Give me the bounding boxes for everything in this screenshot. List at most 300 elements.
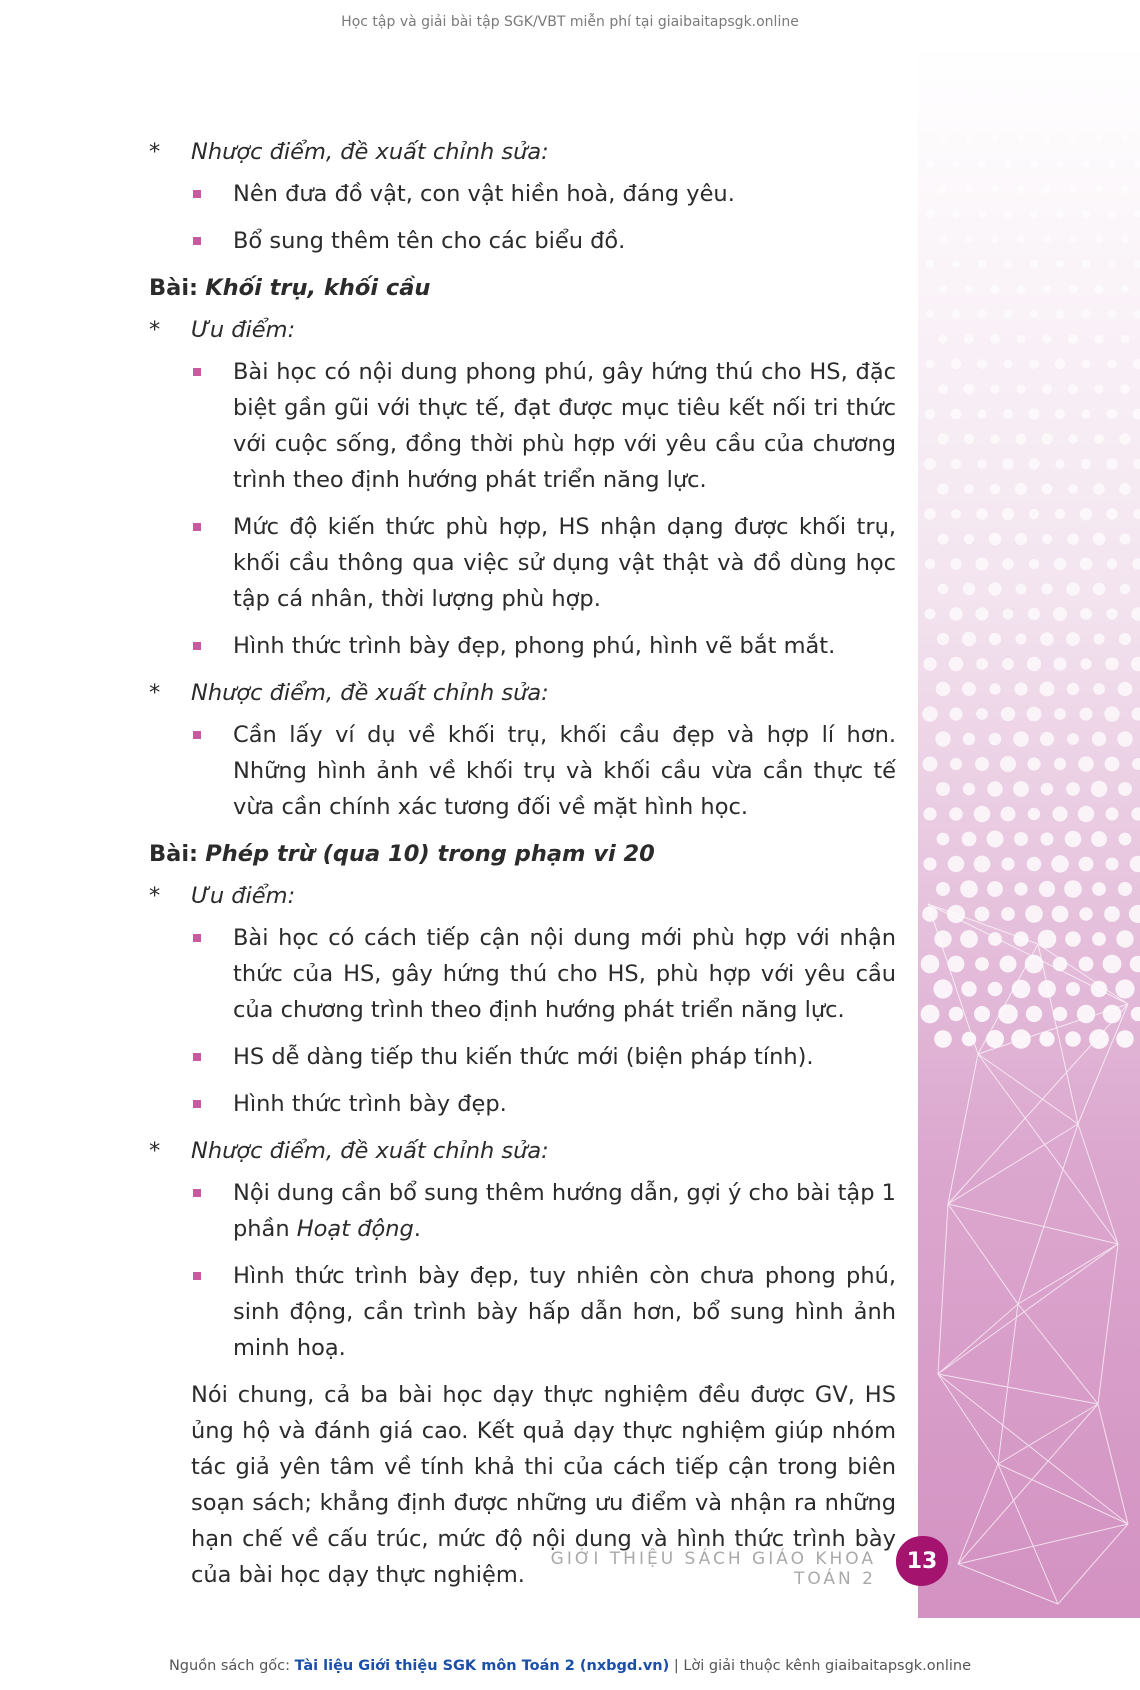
list-item-text: Nội dung cần bổ sung thêm hướng dẫn, gợi ý cho bài tập 1 phần (233, 1180, 896, 1242)
bottom-source-note (0, 1658, 1140, 1674)
halftone-dot (922, 706, 937, 721)
halftone-dot (1094, 434, 1104, 444)
strength-heading (149, 312, 896, 348)
halftone-dot (1104, 706, 1119, 721)
halftone-dot (974, 1006, 990, 1022)
halftone-dot (924, 858, 937, 871)
halftone-dot (1031, 111, 1038, 118)
halftone-dot (977, 309, 987, 319)
list-item-text: Bài học có nội dung phong phú, gây hứng thú cho HS, đặc biệt gần gũi với thực tế, đạt được mục tiêu kết nối tri thức với cuộc sống, đồng thời phù hợp với yêu cầu của chương trình theo định hướng phát triển năng lực. (233, 359, 896, 493)
top-source-note: Học tập và giải bài tập SGK/VBT miễn phí tại giaibaitapsgk.online (341, 14, 799, 30)
halftone-dot (1067, 683, 1079, 695)
list-item (149, 176, 896, 212)
halftone-dot (1067, 533, 1079, 545)
halftone-dot (1017, 385, 1026, 394)
halftone-dot (1002, 508, 1014, 520)
halftone-dot (1065, 831, 1082, 848)
halftone-dot (1018, 136, 1025, 143)
halftone-dot (950, 758, 962, 770)
halftone-dot (1082, 210, 1090, 218)
halftone-dot (962, 632, 976, 646)
halftone-dot (937, 483, 949, 495)
halftone-dot (925, 609, 936, 620)
halftone-dot (1081, 459, 1092, 470)
list-item (149, 1258, 896, 1366)
halftone-dot (977, 359, 987, 369)
halftone-dot (1083, 61, 1089, 67)
halftone-dot (1043, 135, 1050, 142)
halftone-dot (938, 584, 949, 595)
halftone-dot (924, 458, 936, 470)
halftone-dot (1043, 285, 1051, 293)
halftone-dot (975, 957, 989, 971)
halftone-dot (952, 160, 960, 168)
halftone-dot (1041, 783, 1054, 796)
halftone-dot (964, 384, 975, 395)
halftone-dot (992, 86, 999, 93)
halftone-dot (1108, 210, 1116, 218)
halftone-dot (1122, 86, 1128, 92)
square-bullet-icon (193, 368, 201, 376)
halftone-dot (1119, 433, 1130, 444)
halftone-dot (952, 260, 960, 268)
halftone-dot (1081, 409, 1090, 418)
halftone-dot (1116, 1030, 1134, 1048)
list-item-text: Cần lấy ví dụ về khối trụ, khối cầu đẹp và hợp lí hơn. Những hình ảnh về khối trụ và khối cầu vừa cần thực tế vừa cần chính xác tương đối về mặt hình học. (233, 722, 896, 820)
halftone-dot (974, 806, 991, 823)
halftone-dot (1103, 955, 1122, 974)
halftone-dot (990, 484, 1001, 495)
halftone-dot (977, 459, 987, 469)
halftone-dot (1055, 509, 1065, 519)
halftone-dot (1064, 880, 1082, 898)
halftone-dot (926, 160, 934, 168)
halftone-dot (949, 1007, 964, 1022)
asterisk: * (149, 883, 161, 909)
halftone-dot (965, 185, 973, 193)
halftone-dot (1079, 957, 1094, 972)
list-item (149, 1039, 896, 1075)
halftone-dot (1092, 732, 1106, 746)
halftone-dot (1093, 583, 1105, 595)
halftone-dot (1015, 483, 1027, 495)
square-bullet-icon (193, 523, 201, 531)
halftone-dot (1017, 335, 1026, 344)
halftone-dot (990, 334, 1000, 344)
halftone-dot (1011, 1029, 1031, 1049)
halftone-dot (1029, 509, 1039, 519)
halftone-dot (1082, 360, 1091, 369)
halftone-dot (1096, 86, 1102, 92)
halftone-dot (1027, 757, 1040, 770)
halftone-dot (1055, 309, 1065, 319)
halftone-dot (988, 932, 1002, 946)
halftone-dot (991, 235, 999, 243)
halftone-dot (1004, 260, 1013, 269)
square-bullet-icon (193, 731, 201, 739)
halftone-dot (1091, 831, 1107, 847)
halftone-dot (950, 558, 961, 569)
halftone-dot (936, 682, 951, 697)
halftone-dot (1079, 857, 1094, 872)
halftone-dot (1120, 584, 1131, 595)
halftone-dot (998, 1004, 1018, 1024)
halftone-dot (952, 310, 961, 319)
halftone-dot (1039, 1031, 1054, 1046)
halftone-dot (1068, 334, 1078, 344)
halftone-dot (1117, 731, 1132, 746)
halftone-dot (951, 359, 961, 369)
halftone-dot (951, 459, 961, 469)
halftone-dot (923, 757, 938, 772)
halftone-dot (1031, 61, 1037, 67)
halftone-dot (1080, 508, 1092, 520)
halftone-dot (1066, 582, 1080, 596)
halftone-dot (1001, 807, 1016, 822)
weakness-heading (149, 134, 896, 170)
halftone-dot (1082, 260, 1091, 269)
halftone-dot (1068, 484, 1078, 494)
halftone-dot (951, 509, 961, 519)
main-text (149, 128, 896, 1593)
halftone-dot (1044, 86, 1050, 92)
halftone-dot (961, 981, 976, 996)
decorative-side-pattern (918, 44, 1140, 1618)
lesson-heading (149, 270, 896, 306)
halftone-dot (992, 136, 999, 143)
halftone-dot (1042, 534, 1052, 544)
halftone-dot (1051, 855, 1068, 872)
halftone-dot (1115, 979, 1134, 998)
halftone-dot (962, 682, 976, 696)
halftone-dot (1025, 905, 1043, 923)
halftone-dot (927, 61, 933, 67)
halftone-dot (952, 210, 960, 218)
lesson-heading (149, 836, 896, 872)
halftone-dot (974, 856, 991, 873)
halftone-dot (1121, 335, 1130, 344)
halftone-dot (1055, 359, 1065, 369)
halftone-dot (1005, 61, 1011, 67)
halftone-dot (1002, 558, 1014, 570)
halftone-dot (1089, 1029, 1109, 1049)
halftone-dot (1012, 980, 1031, 999)
halftone-dot (1052, 906, 1069, 923)
halftone-dot (960, 930, 978, 948)
halftone-dot (1083, 161, 1090, 168)
halftone-dot (990, 384, 999, 393)
halftone-dot (1028, 408, 1039, 419)
section-label: Nhược điểm, đề xuất chỉnh sửa: (191, 1138, 549, 1164)
halftone-dot (964, 484, 974, 494)
halftone-dot (960, 880, 978, 898)
list-item (149, 628, 896, 664)
halftone-dot (964, 334, 974, 344)
halftone-dot (1028, 608, 1040, 620)
halftone-dot (940, 86, 946, 92)
halftone-dot (1069, 235, 1077, 243)
halftone-dot (990, 284, 999, 293)
list-item-text: Bài học có cách tiếp cận nội dung mới phù hợp với nhận thức của HS, gây hứng thú cho HS, phù hợp với yêu cầu của chương trình theo định hướng phát triển năng lực. (233, 925, 896, 1023)
halftone-dot (1002, 458, 1014, 470)
lesson-title: Phép trừ (qua 10) trong phạm vi 20 (205, 841, 655, 867)
halftone-dot (1066, 982, 1080, 996)
halftone-dot (1094, 284, 1103, 293)
halftone-dot (1030, 310, 1038, 318)
halftone-dot (936, 882, 950, 896)
halftone-dot (1054, 708, 1066, 720)
halftone-dot (1081, 309, 1090, 318)
halftone-dot (975, 557, 988, 570)
halftone-dot (991, 185, 998, 192)
halftone-dot (1015, 533, 1027, 545)
section-label: Nhược điểm, đề xuất chỉnh sửa: (191, 680, 549, 706)
halftone-dot (1014, 682, 1027, 695)
square-bullet-icon (193, 642, 201, 650)
halftone-dot (1108, 160, 1116, 168)
halftone-dot (979, 111, 986, 118)
halftone-dot (965, 285, 973, 293)
halftone-dot (1017, 185, 1025, 193)
square-bullet-icon (193, 190, 201, 198)
halftone-dot (937, 633, 949, 645)
halftone-dot (1000, 756, 1016, 772)
halftone-dot (1108, 310, 1116, 318)
halftone-dot (953, 61, 959, 67)
halftone-dot (926, 310, 934, 318)
halftone-dot (1043, 235, 1051, 243)
weakness-heading (149, 1133, 896, 1169)
halftone-dot (951, 409, 962, 420)
halftone-dot (949, 807, 962, 820)
halftone-dot (1119, 833, 1132, 846)
halftone-dot (1055, 459, 1065, 469)
halftone-dot (937, 433, 948, 444)
halftone-dot (1041, 583, 1052, 594)
halftone-dot (1095, 235, 1104, 244)
halftone-dot (938, 384, 948, 394)
halftone-dot (923, 657, 936, 670)
halftone-dot (965, 135, 972, 142)
halftone-dot (939, 235, 947, 243)
halftone-dot (939, 185, 947, 193)
halftone-dot (1054, 558, 1067, 571)
halftone-dot (978, 210, 986, 218)
asterisk: * (149, 317, 161, 343)
halftone-dot (1028, 808, 1040, 820)
halftone-dot (1093, 683, 1105, 695)
halftone-dot (1001, 707, 1016, 722)
halftone-dot (1065, 931, 1081, 947)
halftone-dot (933, 979, 952, 998)
halftone-dot (1065, 1031, 1081, 1047)
asterisk: * (149, 1138, 161, 1164)
halftone-dot (963, 583, 976, 596)
halftone-dot (948, 856, 964, 872)
list-item (149, 1175, 896, 1247)
halftone-dot (1095, 185, 1102, 192)
halftone-dot (979, 61, 985, 67)
halftone-dot (989, 683, 1000, 694)
halftone-dot (1004, 310, 1013, 319)
halftone-dot (1068, 384, 1078, 394)
source-link[interactable]: Tài liệu Giới thiệu SGK môn Toán 2 (nxbgd.vn) (294, 1658, 670, 1674)
halftone-dot (1026, 1006, 1042, 1022)
halftone-dot (953, 111, 960, 118)
halftone-dot (1070, 86, 1077, 93)
halftone-dot (1121, 135, 1128, 142)
halftone-dot (1120, 534, 1131, 545)
list-item-text: Hình thức trình bày đẹp, phong phú, hình vẽ bắt mắt. (233, 633, 836, 659)
halftone-dot (965, 235, 973, 243)
halftone-dot (975, 607, 988, 620)
halftone-dot (1095, 385, 1104, 394)
halftone-dot (1080, 658, 1091, 669)
halftone-dot (927, 111, 934, 118)
square-bullet-icon (193, 1100, 201, 1108)
halftone-dot (938, 534, 949, 545)
halftone-dot (1028, 458, 1039, 469)
halftone-dot (1000, 956, 1017, 973)
halftone-dot (1042, 384, 1053, 395)
halftone-dot (1092, 882, 1106, 896)
halftone-dot (1004, 210, 1012, 218)
square-bullet-icon (193, 1272, 201, 1280)
halftone-dot (1055, 409, 1065, 419)
halftone-dot (934, 930, 951, 947)
halftone-dot (1056, 260, 1064, 268)
halftone-dot (1016, 634, 1027, 645)
halftone-dot (1121, 285, 1129, 293)
halftone-dot (1118, 682, 1133, 697)
halftone-dot (1092, 932, 1106, 946)
halftone-dot (1067, 733, 1079, 745)
halftone-dot (989, 633, 1001, 645)
halftone-dot (1056, 210, 1063, 217)
asterisk: * (149, 139, 161, 165)
halftone-dot (975, 907, 990, 922)
list-item-text: Hình thức trình bày đẹp, tuy nhiên còn chưa phong phú, sinh động, cần trình bày hấp dẫn hơn, bổ sung hình ảnh minh hoạ. (233, 1263, 896, 1361)
halftone-dot (1001, 907, 1015, 921)
halftone-dot (1107, 409, 1118, 420)
conclusion-paragraph: Nói chung, cả ba bài học dạy thực nghiệm đều được GV, HS ủng hộ và đánh giá cao. Kết quả dạy thực nghiệm giúp nhóm tác giả yên tâm về tính khả thi của cách tiếp cận trong biên soạn sách; khẳng định được những ưu điểm và nhận ra những hạn chế về cấu trúc, mức độ nội dung và hình thức trình bày của bài học dạy thực nghiệm. (191, 1382, 896, 1588)
halftone-dot (976, 708, 988, 720)
halftone-dot (1054, 758, 1066, 770)
halftone-dot (987, 781, 1002, 796)
halftone-dot (926, 260, 934, 268)
halftone-dot (1093, 533, 1106, 546)
halftone-dot (921, 1005, 940, 1024)
halftone-dot (1116, 930, 1133, 947)
halftone-dot (925, 559, 936, 570)
halftone-dot (1106, 508, 1117, 519)
halftone-dot (988, 982, 1003, 997)
halftone-dot (1105, 657, 1118, 670)
halftone-dot (1002, 658, 1014, 670)
halftone-dot (1079, 907, 1092, 920)
halftone-dot (989, 533, 1002, 546)
halftone-dot (1043, 335, 1052, 344)
halftone-dot (1108, 260, 1116, 268)
halftone-dot (1083, 111, 1090, 118)
halftone-dot (949, 707, 962, 720)
list-item-text: Nên đưa đồ vật, con vật hiền hoà, đáng yêu. (233, 181, 735, 207)
halftone-dot (921, 955, 940, 974)
halftone-dot (925, 409, 936, 420)
halftone-dot (1119, 633, 1131, 645)
asterisk: * (149, 680, 161, 706)
section-label: Nhược điểm, đề xuất chỉnh sửa: (191, 139, 549, 165)
section-label: Ưu điểm: (191, 883, 296, 909)
list-item (149, 1086, 896, 1122)
halftone-dot (988, 582, 1001, 595)
halftone-dot (1057, 61, 1063, 67)
halftone-dot (990, 434, 999, 443)
halftone-dot (1027, 707, 1042, 722)
halftone-dot (1016, 584, 1027, 595)
halftone-dot (1069, 135, 1076, 142)
halftone-dot (1039, 881, 1055, 897)
square-bullet-icon (193, 237, 201, 245)
halftone-dot (939, 285, 947, 293)
halftone-dot (1121, 185, 1129, 193)
square-bullet-icon (193, 1053, 201, 1061)
list-item (149, 223, 896, 259)
halftone-dot (1120, 384, 1130, 394)
weakness-heading (149, 675, 896, 711)
halftone-dot (1080, 558, 1093, 571)
halftone-dot (1030, 160, 1038, 168)
halftone-dot (939, 335, 948, 344)
halftone-dot (1029, 559, 1039, 569)
halftone-dot (1018, 86, 1024, 92)
lesson-prefix: Bài: (149, 841, 199, 867)
halftone-dot (964, 534, 974, 544)
halftone-dot (1080, 708, 1093, 721)
halftone-dot (1003, 609, 1014, 620)
halftone-dot (1066, 782, 1080, 796)
halftone-dot (1013, 781, 1029, 797)
list-item-text: Hình thức trình bày đẹp. (233, 1091, 507, 1117)
halftone-dot (1118, 882, 1132, 896)
square-bullet-icon (193, 934, 201, 942)
halftone-dot (1107, 559, 1118, 570)
halftone-dot (1014, 882, 1027, 895)
list-item-text: HS dễ dàng tiếp thu kiến thức mới (biện pháp tính). (233, 1044, 814, 1070)
halftone-dot (979, 161, 986, 168)
lesson-title: Khối trụ, khối cầu (205, 275, 431, 301)
halftone-dot (1057, 111, 1064, 118)
halftone-dot (1094, 334, 1103, 343)
halftone-dot (977, 409, 986, 418)
halftone-dot (1030, 260, 1038, 268)
halftone-dot (1013, 731, 1029, 747)
halftone-dot (962, 1032, 976, 1046)
halftone-dot (926, 210, 934, 218)
halftone-dot (1043, 185, 1051, 193)
page-number-badge: 13 (896, 1536, 948, 1586)
halftone-dot (1040, 682, 1055, 697)
halftone-dot (936, 782, 950, 796)
halftone-dot (939, 135, 946, 142)
halftone-dot (1105, 807, 1118, 820)
halftone-dot (1068, 434, 1078, 444)
halftone-dot (1078, 806, 1094, 822)
halftone-dot (1053, 657, 1066, 670)
halftone-dot (989, 733, 1002, 746)
halftone-dot (1004, 360, 1013, 369)
halftone-dot (1069, 185, 1076, 192)
